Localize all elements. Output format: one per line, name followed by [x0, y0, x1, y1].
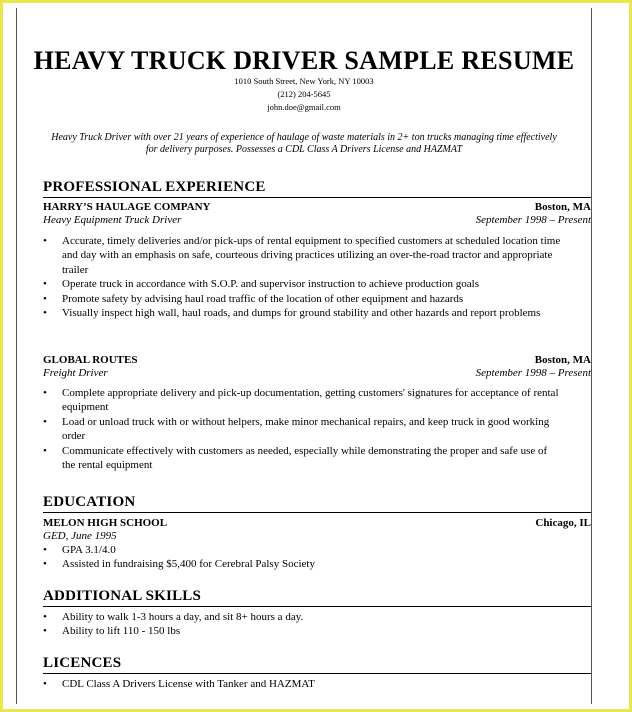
list-item: • Communicate effectively with customers as needed, especially while demonstrating the proper and safe use of the rental equipment [43, 444, 561, 473]
summary-text: Heavy Truck Driver with over 21 years of experience of haulage of waste materials in 2+ ton trucks managing time effectively for delivery purposes. Possesses a CDL Class A Drivers License and HAZMAT [51, 132, 557, 155]
job-title: Freight Driver [43, 367, 108, 379]
resume-document [16, 8, 592, 704]
list-item: • CDL Class A Drivers License with Tanker and HAZMAT [43, 677, 561, 691]
school-name: MELON HIGH SCHOOL [43, 517, 168, 529]
job-company: HARRY’S HAULAGE COMPANY [43, 201, 211, 213]
list-item: • Accurate, timely deliveries and/or pick-ups of rental equipment to specified customers at scheduled location time and day with an emphasis on safe, courteous driving practices utilizing an over-the-road tractor and appropriate trailer [43, 234, 561, 277]
list-item: • Load or unload truck with or without helpers, make minor mechanical repairs, and keep truck in good working order [43, 415, 561, 444]
section-heading-licences: LICENCES [43, 655, 591, 674]
job-location: Boston, MA [534, 354, 591, 366]
section-heading-experience: PROFESSIONAL EXPERIENCE [43, 179, 591, 198]
job-dates: September 1998 – Present [475, 214, 591, 226]
list-item: • Ability to lift 110 - 150 lbs [43, 624, 561, 638]
licences-bullets [43, 677, 561, 691]
skills-bullets [43, 610, 561, 639]
list-item: • Visually inspect high wall, haul roads, and dumps for ground stability and other hazards and report problems [43, 306, 561, 320]
list-item: • Promote safety by advising haul road traffic of the location of other equipment and hazards [43, 292, 561, 306]
section-heading-education: EDUCATION [43, 494, 591, 513]
list-item: • Ability to walk 1-3 hours a day, and sit 8+ hours a day. [43, 610, 561, 624]
job-title: Heavy Equipment Truck Driver [43, 214, 182, 226]
contact-address: 1010 South Street, New York, NY 10003 [234, 76, 374, 86]
education-bullets [43, 543, 561, 572]
school-location: Chicago, IL [535, 517, 591, 529]
job-bullets-2 [43, 386, 561, 472]
list-item: • Operate truck in accordance with S.O.P. and supervisor instruction to achieve production goals [43, 277, 561, 291]
list-item: • Complete appropriate delivery and pick-up documentation, getting customers' signatures for acceptance of rental equipment [43, 386, 561, 415]
list-item: • Assisted in fundraising $5,400 for Cerebral Palsy Society [43, 557, 561, 571]
contact-phone: (212) 204-5645 [277, 89, 331, 99]
section-heading-skills: ADDITIONAL SKILLS [43, 588, 591, 607]
contact-email[interactable]: john.doe@gmail.com [267, 102, 341, 112]
list-item: • GPA 3.1/4.0 [43, 543, 561, 557]
degree: GED, June 1995 [43, 530, 117, 542]
resume-title: HEAVY TRUCK DRIVER SAMPLE RESUME [33, 46, 575, 75]
job-dates: September 1998 – Present [475, 367, 591, 379]
job-location: Boston, MA [534, 201, 591, 213]
job-bullets-1 [43, 234, 561, 320]
job-company: GLOBAL ROUTES [43, 354, 138, 366]
